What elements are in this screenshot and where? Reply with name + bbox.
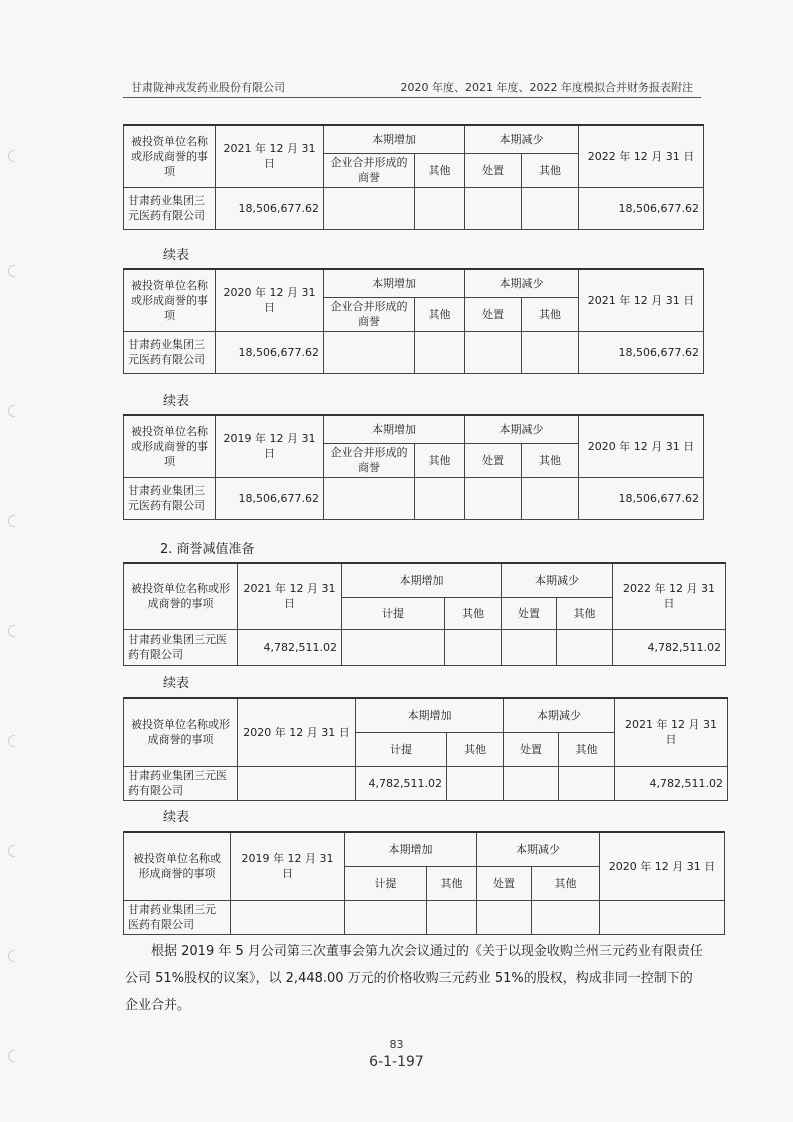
header-closing-date: 2022 年 12 月 31 日 [613, 563, 726, 629]
header-increase: 本期增加 [356, 698, 504, 732]
cell-closing-balance: 4,782,511.02 [615, 766, 728, 800]
header-increase: 本期增加 [324, 125, 465, 153]
cell-decrease-other [522, 187, 579, 229]
header-increase-other: 其他 [415, 153, 465, 187]
header-investee: 被投资单位名称或形成商誉的事项 [124, 698, 238, 766]
cell-investee-name: 甘肃药业集团三元医药有限公司 [124, 331, 216, 373]
header-decrease: 本期减少 [465, 269, 579, 297]
table-caption-continued: 续表 [163, 394, 190, 409]
header-decrease-disposal: 处置 [465, 153, 522, 187]
header-increase-item: 企业合并形成的商誉 [324, 297, 415, 331]
body-paragraph: 根据 2019 年 5 月公司第三次董事会第九次会议通过的《关于以现金收购兰州三元药业有限责任公司 51%股权的议案》，以 2,448.00 万元的价格收购三元药业 51%的股权，构成非同一控制下的企业合并。 [125, 944, 703, 1013]
header-decrease: 本期减少 [477, 832, 600, 866]
header-increase-item: 企业合并形成的商誉 [324, 443, 415, 477]
header-investee: 被投资单位名称或形成商誉的事项 [124, 563, 238, 629]
header-decrease: 本期减少 [465, 125, 579, 153]
cell-closing-balance: 18,506,677.62 [579, 477, 704, 519]
binding-hole-mark [8, 515, 15, 527]
header-increase: 本期增加 [324, 269, 465, 297]
page-code: 6-1-197 [369, 1054, 424, 1070]
header-increase-other: 其他 [445, 597, 502, 629]
cell-decrease-other [557, 629, 613, 665]
header-opening-date: 2021 年 12 月 31 日 [238, 563, 342, 629]
goodwill-impairment-table [123, 697, 728, 801]
binding-hole-mark [8, 625, 15, 637]
header-company: 甘肃陇神戎发药业股份有限公司 [131, 81, 285, 94]
header-opening-date: 2020 年 12 月 31 日 [238, 698, 356, 766]
cell-closing-balance: 4,782,511.02 [613, 629, 726, 665]
cell-increase-item [342, 629, 445, 665]
header-decrease-disposal: 处置 [465, 443, 522, 477]
header-decrease-other: 其他 [522, 153, 579, 187]
cell-increase-other [427, 900, 477, 934]
header-increase-item: 计提 [356, 732, 447, 766]
header-decrease: 本期减少 [465, 415, 579, 443]
header-decrease-disposal: 处置 [465, 297, 522, 331]
header-increase-item: 企业合并形成的商誉 [324, 153, 415, 187]
header-increase-item: 计提 [342, 597, 445, 629]
cell-opening-balance: 18,506,677.62 [216, 477, 324, 519]
binding-hole-mark [8, 150, 15, 162]
cell-increase-other [415, 187, 465, 229]
header-closing-date: 2020 年 12 月 31 日 [600, 832, 725, 900]
header-opening-date: 2019 年 12 月 31 日 [231, 832, 345, 900]
goodwill-table [123, 414, 704, 520]
header-decrease-disposal: 处置 [477, 866, 532, 900]
goodwill-impairment-table [123, 831, 725, 935]
header-investee: 被投资单位名称或形成商誉的事项 [124, 832, 231, 900]
cell-opening-balance: 18,506,677.62 [216, 331, 324, 373]
header-decrease-other: 其他 [559, 732, 615, 766]
cell-opening-balance [231, 900, 345, 934]
cell-closing-balance: 18,506,677.62 [579, 187, 704, 229]
table-row [124, 766, 728, 800]
header-rule [123, 97, 701, 98]
cell-investee-name: 甘肃药业集团三元医药有限公司 [124, 187, 216, 229]
header-decrease: 本期减少 [504, 698, 615, 732]
cell-investee-name: 甘肃药业集团三元医药有限公司 [124, 477, 216, 519]
header-decrease-disposal: 处置 [504, 732, 559, 766]
cell-closing-balance [600, 900, 725, 934]
header-investee: 被投资单位名称或形成商誉的事项 [124, 125, 216, 187]
goodwill-impairment-table [123, 562, 726, 666]
header-increase-other: 其他 [415, 443, 465, 477]
header-investee: 被投资单位名称或形成商誉的事项 [124, 269, 216, 331]
cell-increase-item: 4,782,511.02 [356, 766, 447, 800]
header-increase-other: 其他 [415, 297, 465, 331]
binding-hole-mark [8, 405, 15, 417]
header-decrease-disposal: 处置 [502, 597, 557, 629]
cell-decrease-other [559, 766, 615, 800]
header-decrease-other: 其他 [522, 443, 579, 477]
goodwill-table [123, 268, 704, 374]
cell-investee-name: 甘肃药业集团三元医药有限公司 [124, 900, 231, 934]
header-investee: 被投资单位名称或形成商誉的事项 [124, 415, 216, 477]
cell-decrease-other [522, 477, 579, 519]
table-caption-continued: 续表 [163, 676, 190, 691]
cell-investee-name: 甘肃药业集团三元医药有限公司 [124, 629, 238, 665]
header-closing-date: 2022 年 12 月 31 日 [579, 125, 704, 187]
binding-hole-mark [8, 950, 15, 962]
cell-increase-other [415, 331, 465, 373]
cell-decrease-disposal [477, 900, 532, 934]
header-decrease: 本期减少 [502, 563, 613, 597]
goodwill-table [123, 124, 704, 230]
cell-decrease-disposal [465, 187, 522, 229]
cell-increase-item [324, 477, 415, 519]
page-number: 83 [389, 1038, 404, 1051]
header-opening-date: 2020 年 12 月 31 日 [216, 269, 324, 331]
cell-investee-name: 甘肃药业集团三元医药有限公司 [124, 766, 238, 800]
cell-opening-balance [238, 766, 356, 800]
header-increase: 本期增加 [342, 563, 502, 597]
header-increase: 本期增加 [324, 415, 465, 443]
header-report-title: 2020 年度、2021 年度、2022 年度模拟合并财务报表附注 [400, 81, 693, 94]
cell-increase-other [415, 477, 465, 519]
header-opening-date: 2021 年 12 月 31 日 [216, 125, 324, 187]
header-increase-item: 计提 [345, 866, 427, 900]
header-closing-date: 2021 年 12 月 31 日 [615, 698, 728, 766]
cell-decrease-disposal [465, 331, 522, 373]
table-row [124, 331, 704, 373]
binding-hole-mark [8, 845, 15, 857]
header-decrease-other: 其他 [522, 297, 579, 331]
table-row [124, 629, 726, 665]
section-title: 2. 商誉减值准备 [160, 542, 255, 557]
cell-decrease-disposal [465, 477, 522, 519]
binding-hole-mark [8, 735, 15, 747]
table-caption-continued: 续表 [163, 810, 190, 825]
table-caption-continued: 续表 [163, 248, 190, 263]
cell-opening-balance: 4,782,511.02 [238, 629, 342, 665]
cell-increase-item [345, 900, 427, 934]
cell-increase-other [447, 766, 504, 800]
header-increase-other: 其他 [427, 866, 477, 900]
cell-decrease-disposal [502, 629, 557, 665]
header-opening-date: 2019 年 12 月 31 日 [216, 415, 324, 477]
header-increase: 本期增加 [345, 832, 477, 866]
cell-decrease-disposal [504, 766, 559, 800]
cell-decrease-other [532, 900, 600, 934]
cell-increase-item [324, 187, 415, 229]
header-decrease-other: 其他 [557, 597, 613, 629]
cell-increase-item [324, 331, 415, 373]
cell-increase-other [445, 629, 502, 665]
table-row [124, 477, 704, 519]
cell-opening-balance: 18,506,677.62 [216, 187, 324, 229]
header-closing-date: 2021 年 12 月 31 日 [579, 269, 704, 331]
cell-decrease-other [522, 331, 579, 373]
table-row [124, 900, 725, 934]
binding-hole-mark [8, 265, 15, 277]
table-row [124, 187, 704, 229]
header-closing-date: 2020 年 12 月 31 日 [579, 415, 704, 477]
header-increase-other: 其他 [447, 732, 504, 766]
header-decrease-other: 其他 [532, 866, 600, 900]
cell-closing-balance: 18,506,677.62 [579, 331, 704, 373]
